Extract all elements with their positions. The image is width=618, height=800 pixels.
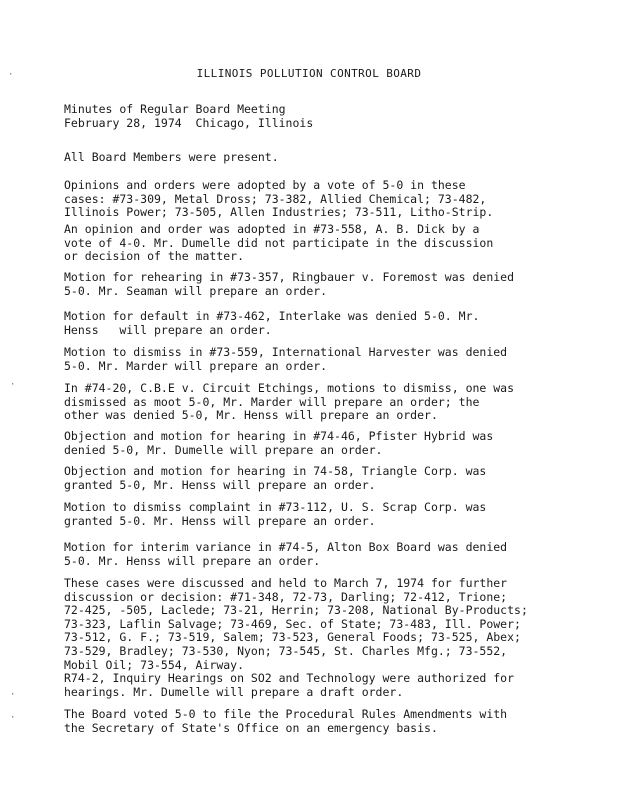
paragraph-line: or decision of the matter. [64, 249, 245, 264]
paragraph-line: Objection and motion for hearing in 74-58, Triangle Corp. was [64, 464, 487, 478]
paragraph-line: Motion for rehearing in #73-357, Ringbauer v. Foremost was denied [64, 270, 515, 284]
paragraph-line: 73-512, G. F.; 73-519, Salem; 73-523, General Foods; 73-525, Abex; [64, 630, 521, 645]
paragraph-line: The Board voted 5-0 to file the Procedural Rules Amendments with [64, 707, 508, 721]
paragraph-line: 73-323, Laflin Salvage; 73-469, Sec. of State; 73-483, Ill. Power; [64, 616, 521, 631]
paragraph-line: Objection and motion for hearing in #74-46, Pfister Hybrid was [64, 429, 494, 443]
paragraph-line: Motion to dismiss complaint in #73-112, U. S. Scrap Corp. was [64, 500, 487, 514]
minutes-paragraph [64, 151, 584, 165]
minutes-paragraph [64, 346, 584, 373]
margin-mark-top: · [8, 70, 14, 80]
paragraph-line: other was denied 5-0, Mr. Henss will prepare an order. [64, 408, 438, 423]
margin-mark-bottom-2: · [10, 713, 16, 723]
paragraph-line: discussion or decision: #71-348, 72-73, Darling; 72-412, Trione; [64, 589, 508, 604]
meeting-date-place: February 28, 1974 Chicago, Illinois [64, 116, 314, 130]
paragraph-line: the Secretary of State's Office on an emergency basis. [64, 720, 438, 735]
minutes-paragraph [64, 382, 584, 423]
paragraph-line: Mobil Oil; 73-554, Airway. [64, 657, 245, 672]
paragraph-line: These cases were discussed and held to March 7, 1974 for further [64, 576, 508, 590]
paragraph-line: cases: #73-309, Metal Dross; 73-382, Allied Chemical; 73-482, [64, 191, 487, 206]
paragraph-line: Motion to dismiss in #73-559, International Harvester was denied [64, 345, 508, 359]
paragraph-line: R74-2, Inquiry Hearings on SO2 and Technology were authorized for [64, 671, 515, 685]
paragraph-line: 5-0. Mr. Seaman will prepare an order. [64, 283, 328, 298]
minutes-paragraph [64, 179, 584, 220]
paragraph-line: Motion for default in #73-462, Interlake was denied 5-0. Mr. [64, 309, 480, 323]
paragraph-line: All Board Members were present. [64, 150, 279, 164]
paragraph-line: denied 5-0, Mr. Dumelle will prepare an order. [64, 442, 383, 457]
minutes-paragraph [64, 430, 584, 457]
paragraph-line: 72-425, -505, Laclede; 73-21, Herrin; 73-208, National By-Products; [64, 603, 528, 618]
paragraph-line: 5-0. Mr. Henss will prepare an order. [64, 553, 321, 568]
paragraph-line: An opinion and order was adopted in #73-558, A. B. Dick by a [64, 222, 480, 236]
minutes-paragraph [64, 501, 584, 528]
minutes-paragraph [64, 577, 584, 672]
margin-mark-mid: · [10, 380, 16, 390]
minutes-paragraph [64, 465, 584, 492]
meeting-heading: Minutes of Regular Board Meeting [64, 102, 286, 116]
paragraph-line: hearings. Mr. Dumelle will prepare a draft order. [64, 684, 404, 699]
minutes-paragraph [64, 223, 584, 264]
document-title: ILLINOIS POLLUTION CONTROL BOARD [196, 67, 422, 80]
paragraph-line: granted 5-0, Mr. Henss will prepare an order. [64, 477, 376, 492]
paragraph-line: granted 5-0. Mr. Henss will prepare an order. [64, 513, 376, 528]
paragraph-line: 5-0. Mr. Marder will prepare an order. [64, 358, 328, 373]
paragraph-line: In #74-20, C.B.E v. Circuit Etchings, motions to dismiss, one was [64, 381, 515, 395]
minutes-paragraph [64, 672, 584, 699]
paragraph-line: Motion for interim variance in #74-5, Alton Box Board was denied [64, 540, 508, 554]
minutes-paragraph [64, 271, 584, 298]
minutes-paragraph [64, 541, 584, 568]
paragraph-line: Opinions and orders were adopted by a vote of 5-0 in these [64, 178, 466, 192]
paragraph-line: dismissed as moot 5-0, Mr. Marder will prepare an order; the [64, 394, 480, 409]
margin-mark-bottom-1: · [10, 690, 16, 700]
minutes-paragraph [64, 708, 584, 735]
paragraph-line: Illinois Power; 73-505, Allen Industries; 73-511, Litho-Strip. [64, 205, 494, 220]
paragraph-line: Henss will prepare an order. [64, 322, 272, 337]
minutes-paragraph [64, 310, 584, 337]
paragraph-line: 73-529, Bradley; 73-530, Nyon; 73-545, St. Charles Mfg.; 73-552, [64, 643, 508, 658]
paragraph-line: vote of 4-0. Mr. Dumelle did not participate in the discussion [64, 235, 494, 250]
